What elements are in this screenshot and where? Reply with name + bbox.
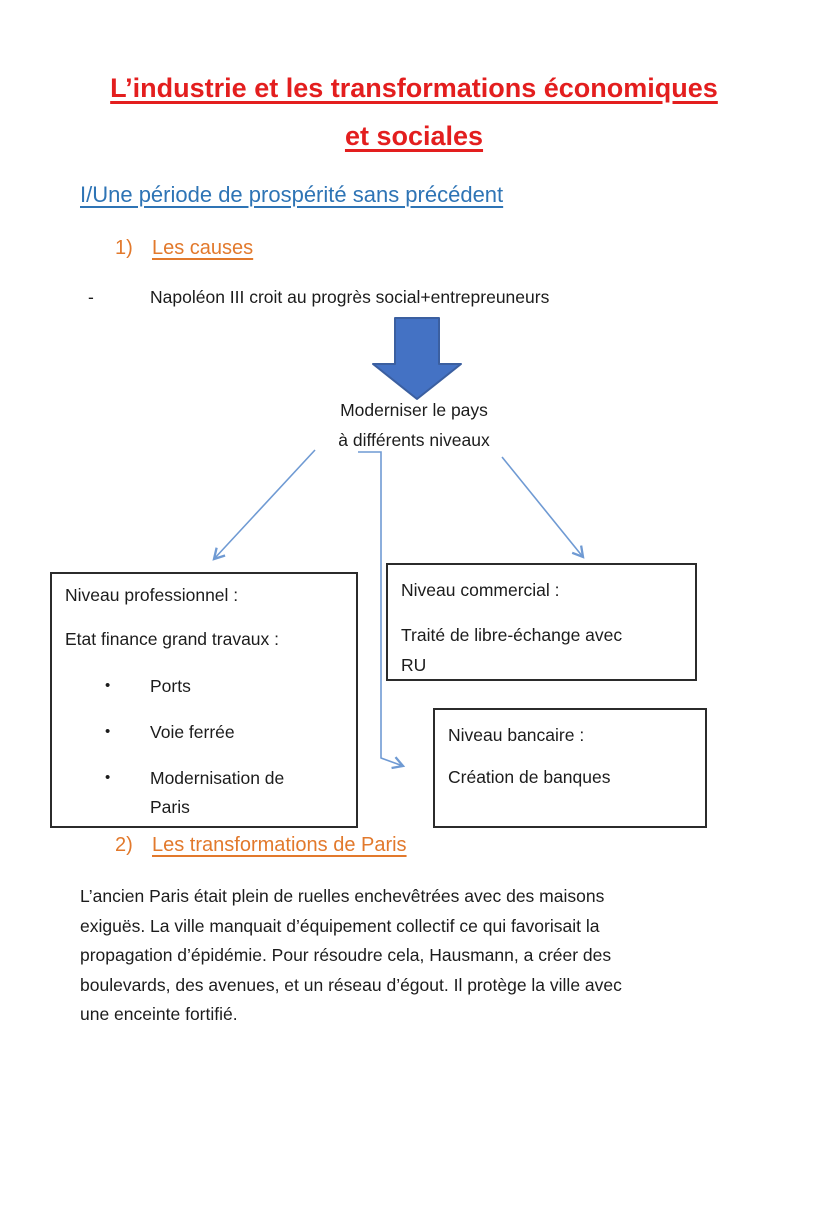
center-label-line-1: Moderniser le pays xyxy=(340,400,488,420)
bullet-icon: • xyxy=(105,769,111,786)
list-item: • Voie ferrée xyxy=(52,718,356,747)
paragraph-line: boulevards, des avenues, et un réseau d’égout. Il protège la ville avec xyxy=(80,974,622,995)
list-item: • Modernisation de Paris xyxy=(52,764,356,822)
box-bancaire-body: Création de banques xyxy=(448,767,611,787)
subsection-1-heading xyxy=(115,237,253,260)
subsection-1-label: Les causes xyxy=(152,237,254,259)
subsection-2-heading xyxy=(115,834,407,857)
list-item: • Ports xyxy=(52,672,356,701)
subsection-2-label: Les transformations de Paris xyxy=(152,834,407,856)
bullet-icon: • xyxy=(105,677,111,694)
bullet-icon: • xyxy=(105,723,111,740)
dash-marker: - xyxy=(88,287,94,307)
subsection-2-number: 2) xyxy=(115,834,133,856)
arrow-to-commercial-icon xyxy=(502,457,583,557)
subsection-1-number: 1) xyxy=(115,237,133,259)
box-professionnel-subtitle: Etat finance grand travaux : xyxy=(65,629,280,649)
title-line-1: L’industrie et les transformations économiques xyxy=(110,73,718,103)
block-down-arrow-icon xyxy=(373,318,461,399)
section-1-heading: I/Une période de prospérité sans précédent xyxy=(80,182,504,207)
dash-bullet-text: Napoléon III croit au progrès social+entrepreuneurs xyxy=(150,287,550,307)
box-bancaire-title: Niveau bancaire : xyxy=(448,725,585,745)
box-commercial-title: Niveau commercial : xyxy=(401,580,560,600)
box-bancaire xyxy=(433,708,707,828)
paragraph-line: une enceinte fortifié. xyxy=(80,1004,238,1024)
box-commercial xyxy=(386,563,697,681)
arrow-to-professionnel-icon xyxy=(214,450,315,559)
paragraph-transformations xyxy=(80,882,770,1030)
box-commercial-body: Traité de libre-échange avec RU xyxy=(401,625,623,675)
document-title xyxy=(0,64,828,160)
title-line-2: et sociales xyxy=(344,121,484,151)
box-professionnel xyxy=(50,572,358,828)
paragraph-line: exiguës. La ville manquait d’équipement collectif ce qui favorisait la xyxy=(80,915,600,936)
diagram-center-label xyxy=(0,395,828,455)
dash-bullet-line xyxy=(88,287,549,308)
center-label-line-2: à différents niveaux xyxy=(338,430,490,450)
paragraph-line: propagation d’épidémie. Pour résoudre cela, Hausmann, a créer des xyxy=(80,945,612,965)
box-professionnel-title: Niveau professionnel : xyxy=(65,585,239,605)
paragraph-line: L’ancien Paris était plein de ruelles enchevêtrées avec des maisons xyxy=(80,886,605,906)
box-professionnel-list xyxy=(52,672,356,822)
